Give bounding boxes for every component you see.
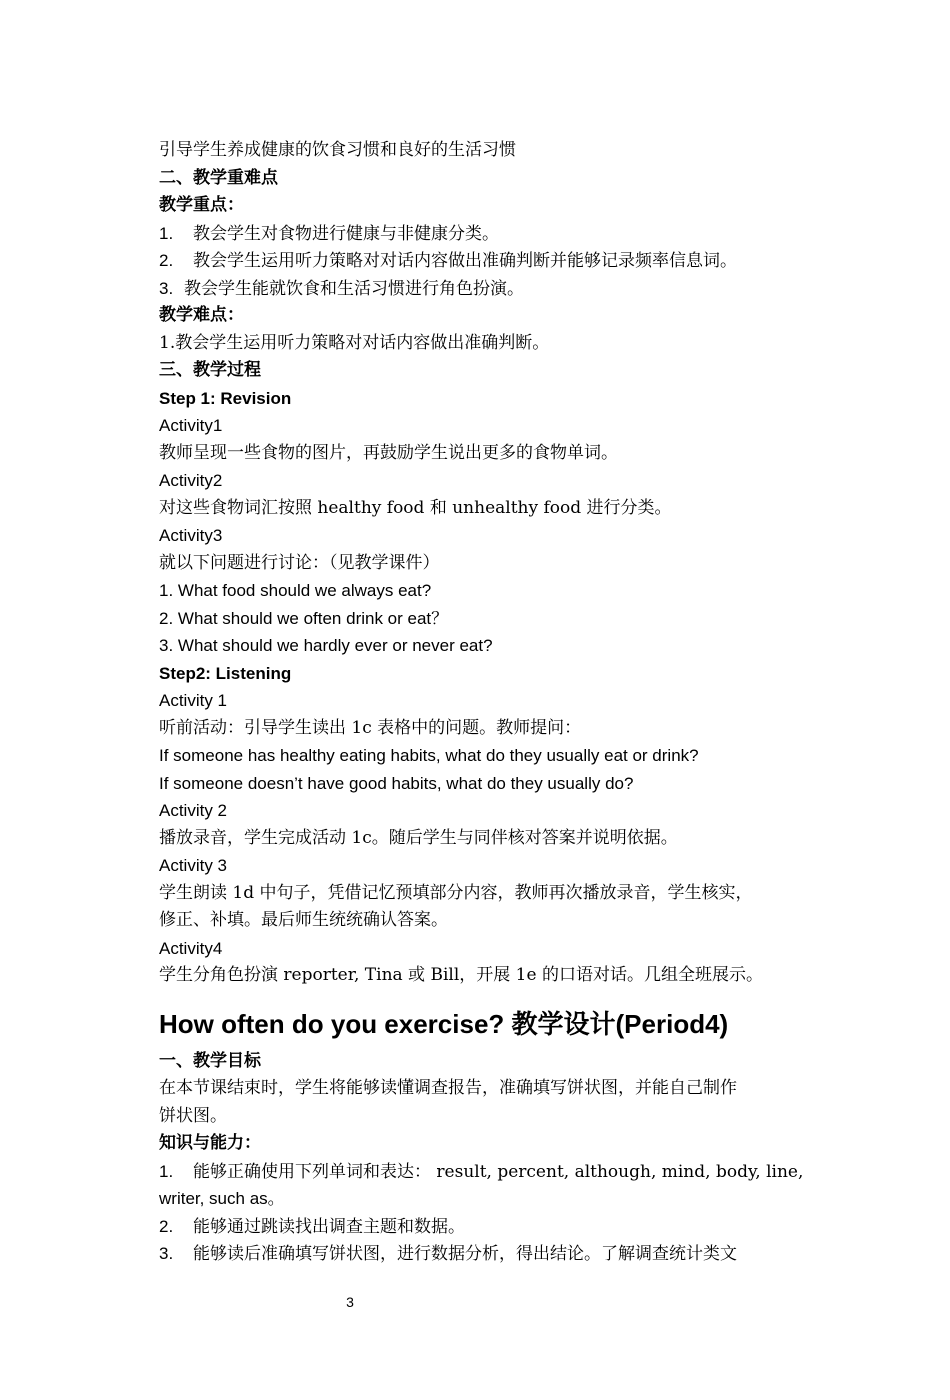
paragraph: 1.教会学生运用听力策略对对话内容做出准确判断。	[159, 332, 550, 353]
list-item	[159, 220, 799, 248]
activity-label: Activity 2	[159, 801, 228, 820]
list-number: 1.	[159, 1161, 174, 1181]
list-item	[159, 275, 799, 303]
step-title: Step2: Listening	[159, 663, 292, 683]
list-number: 3.	[159, 1244, 174, 1263]
paragraph: 对这些食物词汇按照 healthy food 和 unhealthy food 进行分类。	[159, 497, 672, 518]
list-number: 2.	[159, 251, 174, 270]
list-item	[159, 1158, 804, 1186]
activity-label: Activity3	[159, 526, 223, 545]
activity-label: Activity1	[159, 416, 223, 435]
section-heading: 二、教学重难点	[159, 167, 278, 188]
paragraph-line: 在本节课结束时，学生将能够读懂调查报告，准确填写饼状图，并能自己制作	[159, 1078, 737, 1098]
activity-label: Activity4	[159, 938, 223, 958]
list-item	[159, 1240, 799, 1268]
document-title: How often do you exercise? 教学设计(Period4)	[159, 1008, 729, 1039]
paragraph-line: 学生朗读 1d 中句子，凭借记忆预填部分内容，教师再次播放录音，学生核实，	[159, 882, 753, 903]
list-number: 3.	[159, 278, 174, 298]
question: 3. What should we hardly ever or never eat?	[159, 636, 493, 655]
page-number: 3	[346, 1294, 354, 1310]
subheading-knowledge: 知识与能力：	[159, 1133, 261, 1153]
paragraph: 就以下问题进行讨论：（见教学课件）	[159, 552, 440, 573]
list-item	[159, 1213, 799, 1241]
list-number: 1.	[159, 223, 174, 243]
question: 1. What food should we always eat?	[159, 581, 432, 600]
list-item-continuation: writer, such as。	[159, 1189, 285, 1208]
paragraph: 听前活动：引导学生读出 1c 表格中的问题。教师提问：	[159, 717, 582, 738]
list-number: 2.	[159, 1216, 174, 1236]
subheading-difficult-points: 教学难点：	[159, 305, 244, 325]
document-body	[159, 137, 804, 1268]
paragraph-line: 饼状图。	[159, 1105, 227, 1126]
list-item	[159, 247, 799, 275]
list-text: 能够正确使用下列单词和表达： result, percent, although, mind, body, line,	[193, 1161, 804, 1182]
question: If someone doesn’t have good habits, what do they usually do?	[159, 773, 634, 793]
section-heading: 一、教学目标	[159, 1050, 261, 1071]
step-title: Step 1: Revision	[159, 388, 292, 408]
activity-label: Activity 1	[159, 691, 228, 710]
subheading-key-points: 教学重点：	[159, 195, 244, 215]
activity-label: Activity 3	[159, 856, 228, 875]
paragraph-line: 修正、补填。最后师生统统确认答案。	[159, 910, 448, 930]
list-text: 教会学生运用听力策略对对话内容做出准确判断并能够记录频率信息词。	[193, 251, 737, 271]
list-text: 教会学生能就饮食和生活习惯进行角色扮演。	[184, 278, 524, 299]
section-heading: 三、教学过程	[159, 360, 261, 380]
list-text: 能够读后准确填写饼状图，进行数据分析，得出结论。了解调查统计类文	[193, 1244, 737, 1264]
paragraph: 学生分角色扮演 reporter, Tina 或 Bill，开展 1e 的口语对话。几组全班展示。	[159, 965, 763, 985]
list-text: 教会学生对食物进行健康与非健康分类。	[193, 223, 499, 244]
question: If someone has healthy eating habits, what do they usually eat or drink?	[159, 746, 699, 765]
activity-label: Activity2	[159, 471, 223, 490]
paragraph: 教师呈现一些食物的图片，再鼓励学生说出更多的食物单词。	[159, 442, 618, 463]
question: 2. What should we often drink or eat？	[159, 608, 449, 628]
list-text: 能够通过跳读找出调查主题和数据。	[193, 1216, 465, 1237]
paragraph: 引导学生养成健康的饮食习惯和良好的生活习惯	[159, 140, 516, 160]
paragraph: 播放录音，学生完成活动 1c。随后学生与同伴核对答案并说明依据。	[159, 827, 678, 848]
